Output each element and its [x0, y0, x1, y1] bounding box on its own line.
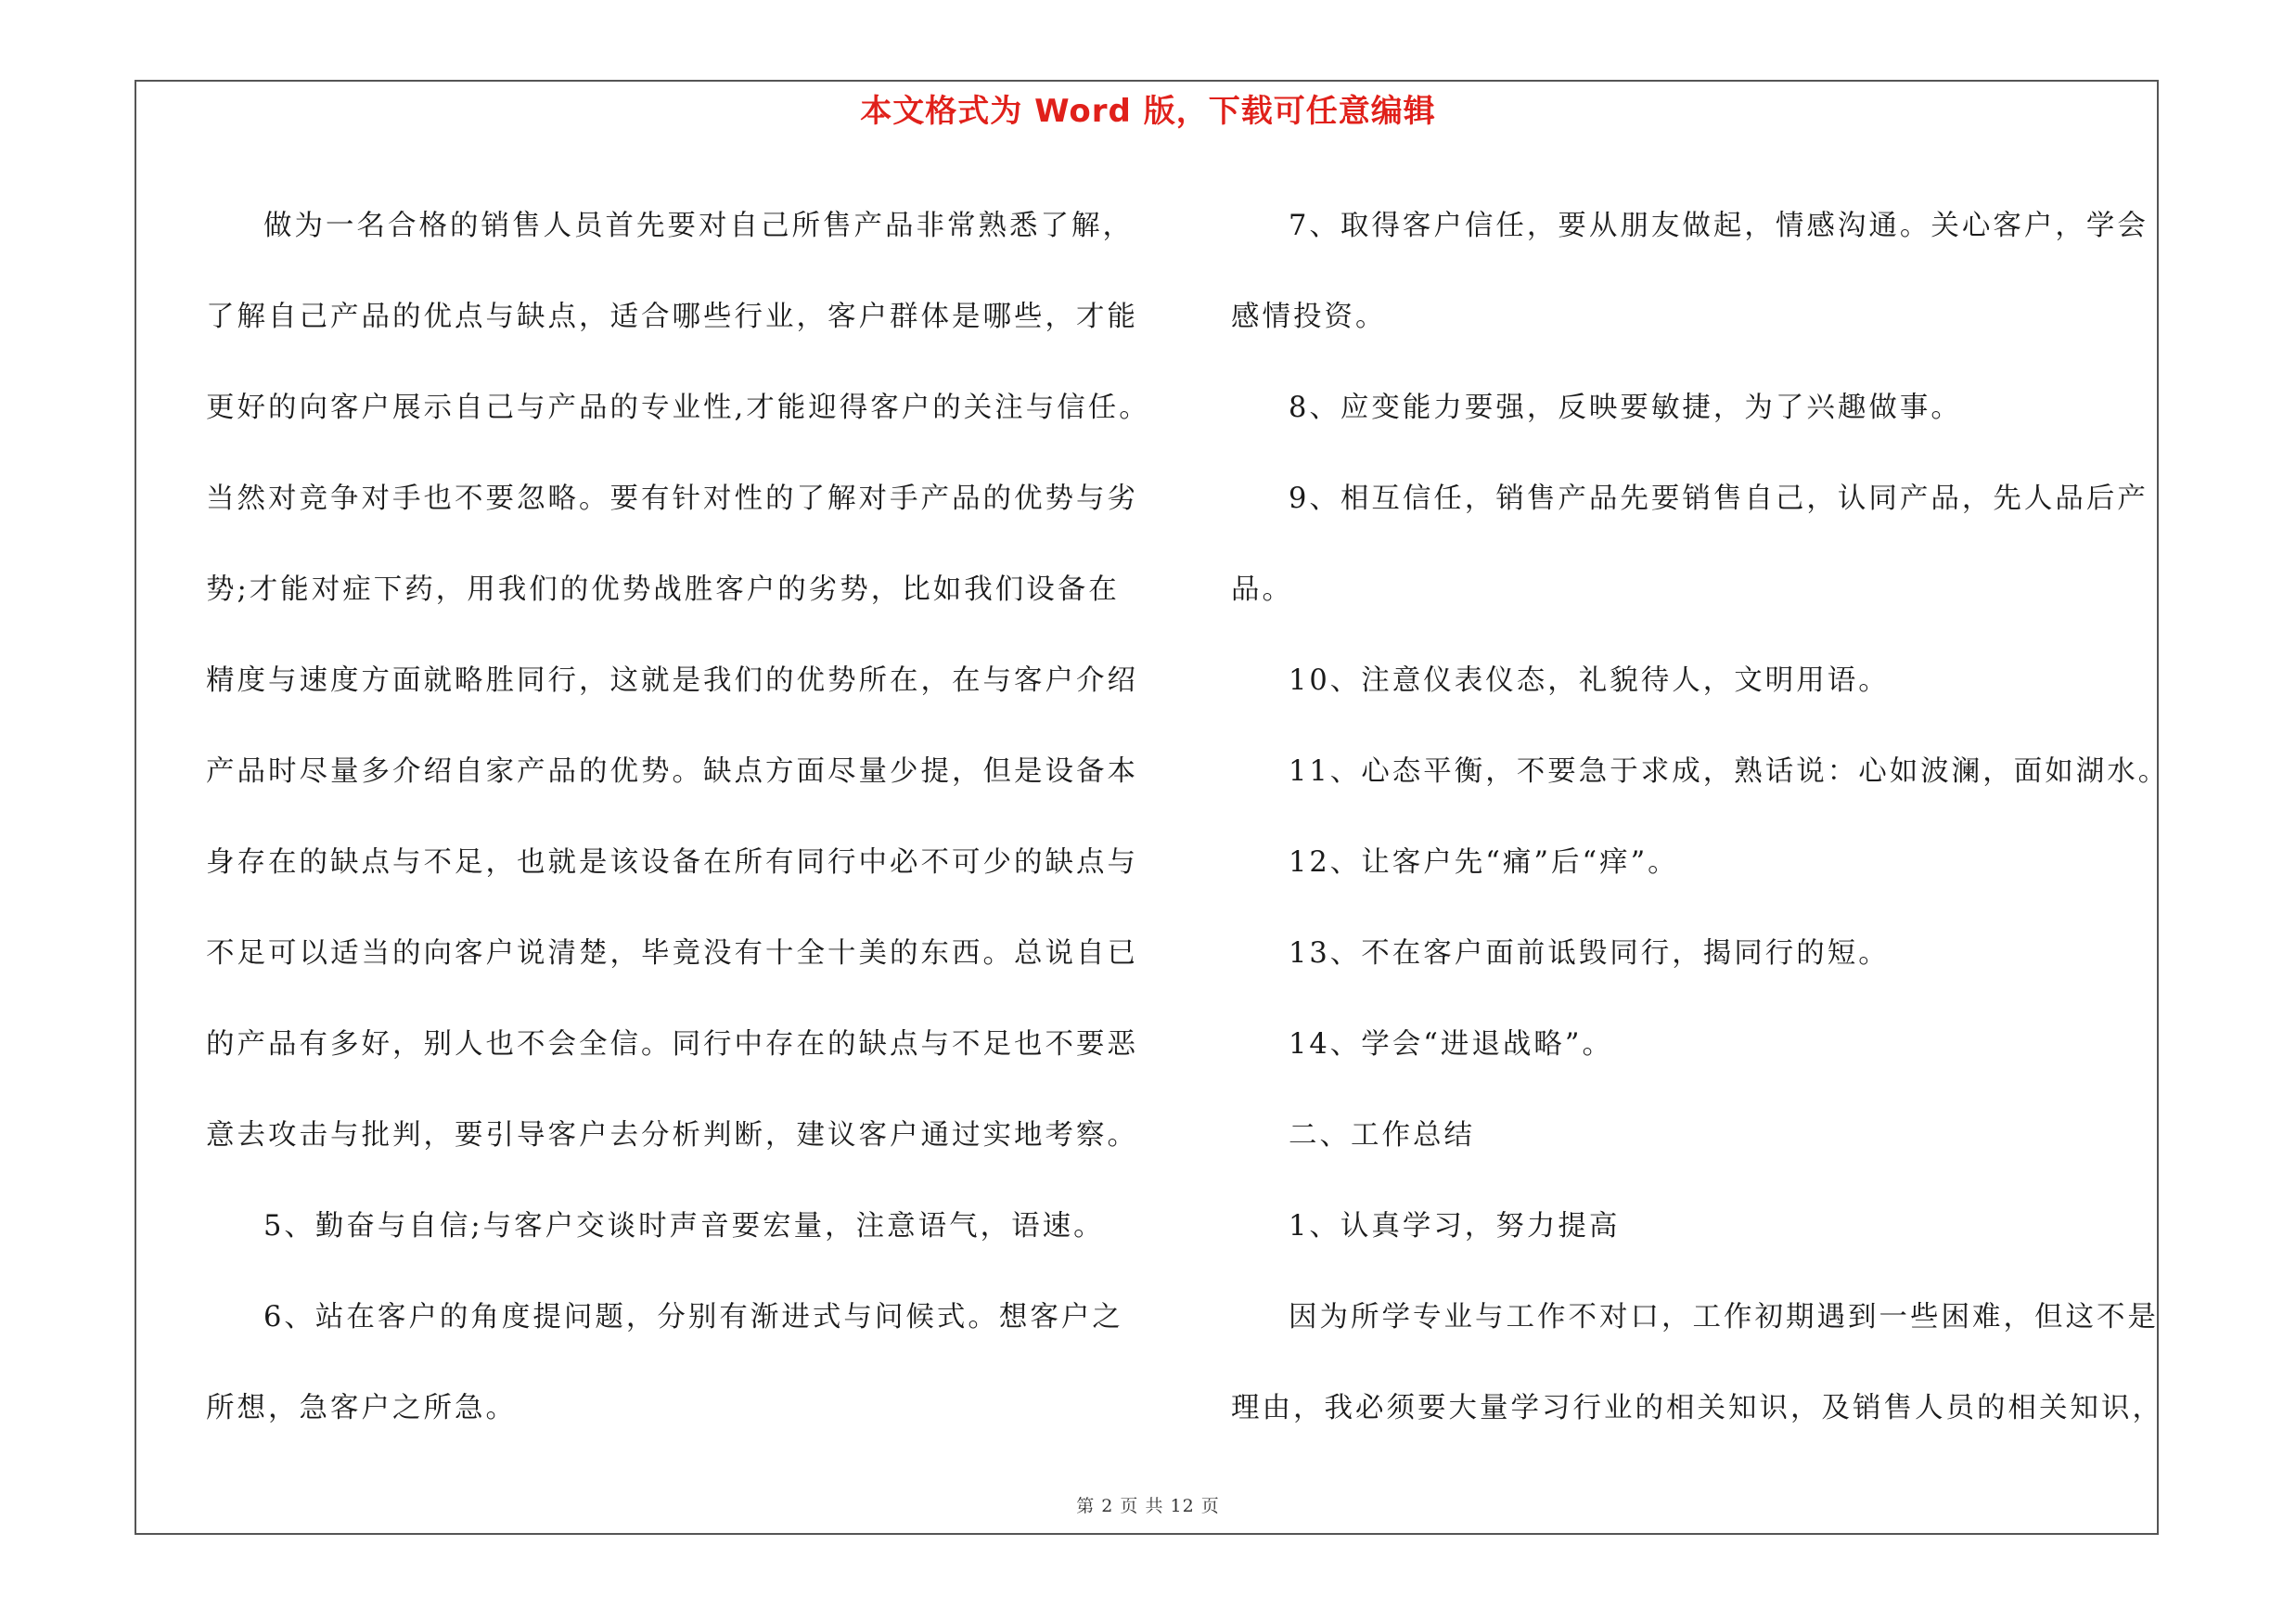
format-banner: 本文格式为 Word 版，下载可任意编辑: [860, 93, 1436, 130]
paragraph-line: 当然对竞争对手也不要忽略。要有针对性的了解对手产品的优势与劣: [206, 483, 1138, 515]
paragraph-line: 12、让客户先“痛”后“痒”。: [1289, 846, 1679, 879]
paragraph-line: 6、站在客户的角度提问题，分别有渐进式与问候式。想客户之: [263, 1301, 1123, 1333]
paragraph-line: 不足可以适当的向客户说清楚，毕竟没有十全十美的东西。总说自已: [206, 937, 1138, 970]
page-number-footer: 第 2 页 共 12 页: [1076, 1496, 1220, 1516]
paragraph-line: 产品时尽量多介绍自家产品的优势。缺点方面尽量少提，但是设备本: [206, 755, 1138, 788]
paragraph-line: 势;才能对症下药，用我们的优势战胜客户的劣势，比如我们设备在: [206, 573, 1120, 606]
paragraph-line: 品。: [1231, 573, 1293, 606]
subsection-heading: 1、认真学习，努力提高: [1289, 1210, 1621, 1243]
paragraph-line: 身存在的缺点与不足，也就是该设备在所有同行中必不可少的缺点与: [206, 846, 1138, 879]
left-column: [206, 181, 1171, 1454]
paragraph-line: 精度与速度方面就略胜同行，这就是我们的优势所在，在与客户介绍: [206, 664, 1138, 697]
paragraph-line: 14、学会“进退战略”。: [1289, 1028, 1613, 1061]
paragraph-line: 8、应变能力要强，反映要敏捷，为了兴趣做事。: [1289, 392, 1962, 424]
paragraph-line: 的产品有多好，别人也不会全信。同行中存在的缺点与不足也不要恶: [206, 1028, 1138, 1061]
paragraph-line: 做为一名合格的销售人员首先要对自己所售产品非常熟悉了解，: [263, 210, 1134, 242]
paragraph-line: 所想，急客户之所急。: [206, 1392, 517, 1424]
paragraph-line: 感情投资。: [1231, 301, 1387, 333]
paragraph-line: 因为所学专业与工作不对口，工作初期遇到一些困难，但这不是: [1289, 1301, 2159, 1333]
section-heading: 二、工作总结: [1289, 1119, 1475, 1152]
paragraph-line: 11、心态平衡，不要急于求成，熟话说：心如波澜，面如湖水。: [1289, 755, 2170, 788]
paragraph-line: 更好的向客户展示自己与产品的专业性,才能迎得客户的关注与信任。: [206, 392, 1150, 424]
paragraph-line: 意去攻击与批判，要引导客户去分析判断，建议客户通过实地考察。: [206, 1119, 1138, 1152]
paragraph-line: 9、相互信任，销售产品先要销售自己，认同产品，先人品后产: [1289, 483, 2148, 515]
paragraph-line: 10、注意仪表仪态，礼貌待人，文明用语。: [1289, 664, 1890, 697]
right-column: [1231, 181, 2177, 1454]
paragraph-line: 了解自己产品的优点与缺点，适合哪些行业，客户群体是哪些，才能: [206, 301, 1138, 333]
paragraph-line: 13、不在客户面前诋毁同行，揭同行的短。: [1289, 937, 1890, 970]
paragraph-line: 7、取得客户信任，要从朋友做起，情感沟通。关心客户，学会: [1289, 210, 2148, 242]
paragraph-line: 理由，我必须要大量学习行业的相关知识，及销售人员的相关知识，: [1231, 1392, 2163, 1424]
paragraph-line: 5、勤奋与自信;与客户交谈时声音要宏量，注意语气，语速。: [263, 1210, 1105, 1243]
